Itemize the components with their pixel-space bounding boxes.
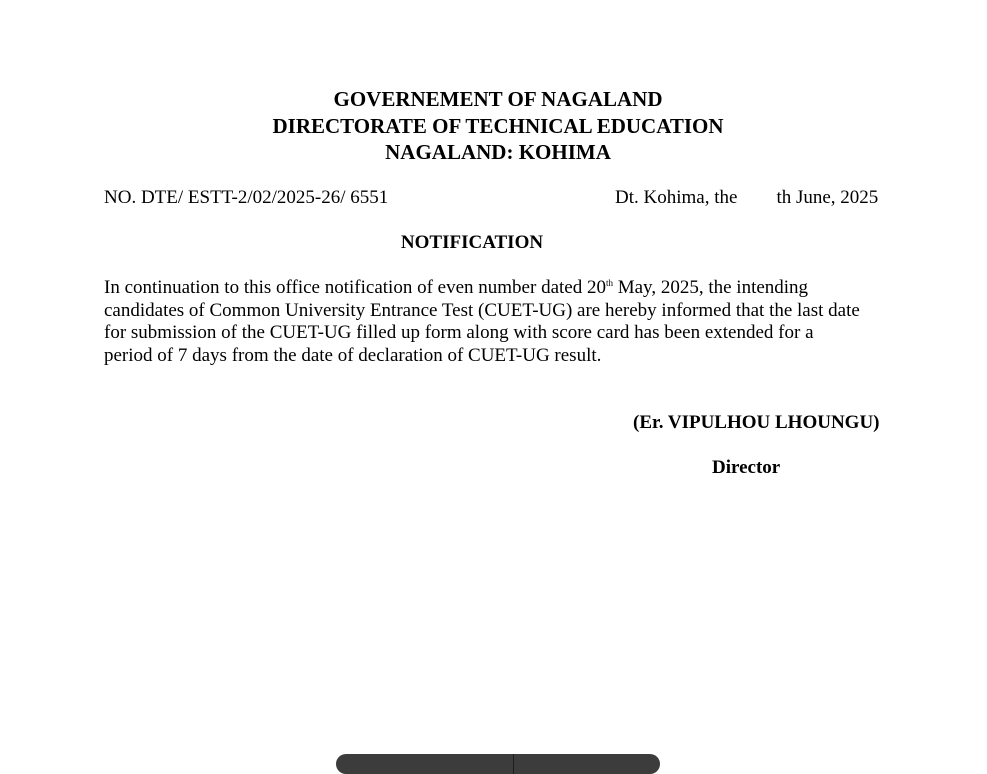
reference-number: NO. DTE/ ESTT-2/02/2025-26/ 6551 <box>104 187 389 208</box>
letterhead-government: GOVERNEMENT OF NAGALAND <box>333 87 663 111</box>
issue-date-suffix: th June, 2025 <box>776 187 879 208</box>
body-line-1-start: In continuation to this office notification of even number dated 20 <box>104 277 606 298</box>
body-line-4: period of 7 days from the date of declaration of CUET-UG result. <box>104 344 602 366</box>
letterhead-location: NAGALAND: KOHIMA <box>385 140 611 164</box>
issue-date <box>615 187 878 209</box>
body-line-1 <box>104 277 904 300</box>
ordinal-superscript: th <box>605 278 613 288</box>
notification-body <box>104 277 904 367</box>
signatory-designation: Director <box>712 457 781 478</box>
issue-date-prefix: Dt. Kohima, the <box>615 187 738 208</box>
letterhead <box>0 86 987 166</box>
body-line-3: for submission of the CUET-UG filled up form along with score card has been extended for a <box>104 322 814 344</box>
body-line-2: candidates of Common University Entrance Test (CUET-UG) are hereby informed that the last date <box>104 299 860 321</box>
viewer-toolbar[interactable] <box>336 754 660 774</box>
letterhead-directorate: DIRECTORATE OF TECHNICAL EDUCATION <box>272 113 724 138</box>
body-line-1-end: May, 2025, the intending <box>612 277 809 298</box>
toolbar-divider <box>513 754 514 774</box>
notification-title: NOTIFICATION <box>400 232 544 253</box>
signatory-name: (Er. VIPULHOU LHOUNGU) <box>633 412 880 433</box>
